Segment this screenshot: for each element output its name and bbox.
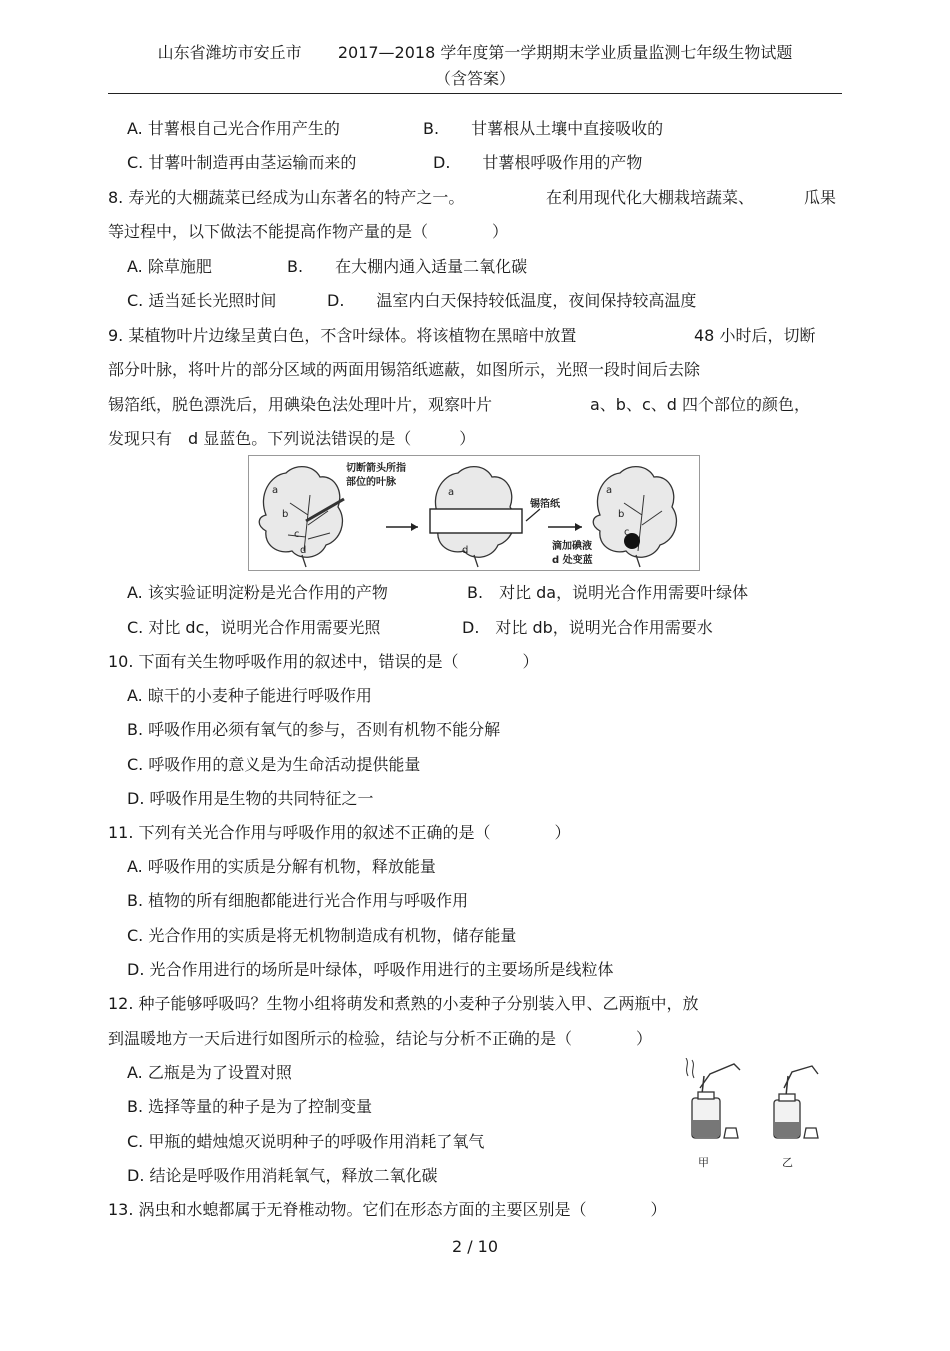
- q10-option-b: B. 呼吸作用必须有氧气的参与，否则有机物不能分解: [127, 720, 501, 739]
- page-number: 2 / 10: [451, 1237, 499, 1256]
- q11-stem: 11. 下列有关光合作用与呼吸作用的叙述不正确的是（ ）: [108, 823, 571, 842]
- bottle-yi-illustration: [774, 1066, 818, 1138]
- fig-label-cut-veins-2: 部位的叶脉: [346, 477, 396, 488]
- q9-stem-line2: 部分叶脉，将叶片的部分区域的两面用锡箔纸遮蔽，如图所示，光照一段时间后去除: [108, 360, 701, 379]
- q8-option-a: A. 除草施肥: [127, 257, 212, 276]
- leaf-experiment-figure: [248, 455, 700, 571]
- q9-option-d: D. 对比 db，说明光合作用需要水: [462, 618, 713, 637]
- q8-option-c: C. 适当延长光照时间: [127, 291, 277, 310]
- seed-bottle-figure: [676, 1058, 826, 1176]
- q8-stem-line2: 等过程中，以下做法不能提高作物产量的是（ ）: [108, 222, 509, 241]
- leaf1-label-b: b: [282, 509, 289, 520]
- q11-option-a: A. 呼吸作用的实质是分解有机物，释放能量: [127, 857, 436, 876]
- fig-label-iodine: 滴加碘液: [552, 541, 592, 552]
- svg-text:a: a: [448, 487, 455, 498]
- q12-option-b: B. 选择等量的种子是为了控制变量: [127, 1097, 373, 1116]
- tin-foil-cover: [430, 509, 522, 533]
- svg-text:b: b: [618, 509, 625, 520]
- page-header: [108, 40, 842, 92]
- leaf1-label-c: c: [294, 529, 300, 540]
- q9-stem-line4: 发现只有 d 显蓝色。下列说法错误的是（ ）: [108, 429, 476, 448]
- header-subtitle: （含答案）: [434, 69, 515, 88]
- svg-text:a: a: [606, 485, 613, 496]
- q7-option-c: C. 甘薯叶制造再由茎运输而来的: [127, 153, 357, 172]
- header-title-left: 山东省潍坊市安丘市: [157, 43, 302, 62]
- q11-option-b: B. 植物的所有细胞都能进行光合作用与呼吸作用: [127, 891, 469, 910]
- q7-option-b: B. 甘薯根从土壤中直接吸收的: [423, 119, 664, 138]
- leaf-3-illustration: [593, 467, 676, 567]
- q10-stem: 10. 下面有关生物呼吸作用的叙述中，错误的是（ ）: [108, 652, 539, 671]
- q9-option-a: A. 该实验证明淀粉是光合作用的产物: [127, 583, 388, 602]
- header-title-line: [108, 40, 842, 66]
- fig-label-cut-veins-1: 切断箭头所指: [346, 463, 406, 474]
- leaf1-label-d: d: [300, 545, 307, 556]
- fig-label-yi: 乙: [782, 1156, 793, 1169]
- q9-option-b: B. 对比 da，说明光合作用需要叶绿体: [467, 583, 749, 602]
- q11-option-d: D. 光合作用进行的场所是叶绿体，呼吸作用进行的主要场所是线粒体: [127, 960, 614, 979]
- q10-option-c: C. 呼吸作用的意义是为生命活动提供能量: [127, 755, 421, 774]
- q12-stem-line1: 12. 种子能够呼吸吗？生物小组将萌发和煮熟的小麦种子分别装入甲、乙两瓶中，放: [108, 994, 699, 1013]
- fig-label-d-blue: d 处变蓝: [552, 555, 593, 566]
- bottle-jia-illustration: [686, 1058, 740, 1138]
- q13-stem: 13. 涡虫和水螅都属于无脊椎动物。它们在形态方面的主要区别是（ ）: [108, 1200, 667, 1219]
- q12-option-a: A. 乙瓶是为了设置对照: [127, 1063, 292, 1082]
- q8-option-d: D. 温室内白天保持较低温度，夜间保持较高温度: [327, 291, 697, 310]
- q11-option-c: C. 光合作用的实质是将无机物制造成有机物，储存能量: [127, 926, 517, 945]
- svg-text:d: d: [462, 545, 469, 556]
- q12-option-c: C. 甲瓶的蜡烛熄灭说明种子的呼吸作用消耗了氧气: [127, 1132, 485, 1151]
- q9-option-c: C. 对比 dc，说明光合作用需要光照: [127, 618, 381, 637]
- header-title-right: 2017—2018 学年度第一学期期末学业质量监测七年级生物试题: [337, 43, 793, 62]
- q10-option-a: A. 晾干的小麦种子能进行呼吸作用: [127, 686, 372, 705]
- header-divider: [108, 93, 842, 94]
- q12-option-d: D. 结论是呼吸作用消耗氧气，释放二氧化碳: [127, 1166, 438, 1185]
- svg-text:c: c: [624, 527, 630, 538]
- q7-option-a: A. 甘薯根自己光合作用产生的: [127, 119, 340, 138]
- leaf1-label-a: a: [272, 485, 279, 496]
- q12-stem-line2: 到温暖地方一天后进行如图所示的检验，结论与分析不正确的是（ ）: [108, 1029, 653, 1048]
- fig-label-tin-foil: 锡箔纸: [530, 499, 560, 510]
- q8-option-b: B. 在大棚内通入适量二氧化碳: [287, 257, 528, 276]
- q7-option-d: D. 甘薯根呼吸作用的产物: [433, 153, 643, 172]
- q10-option-d: D. 呼吸作用是生物的共同特征之一: [127, 789, 374, 808]
- fig-label-jia: 甲: [698, 1156, 709, 1169]
